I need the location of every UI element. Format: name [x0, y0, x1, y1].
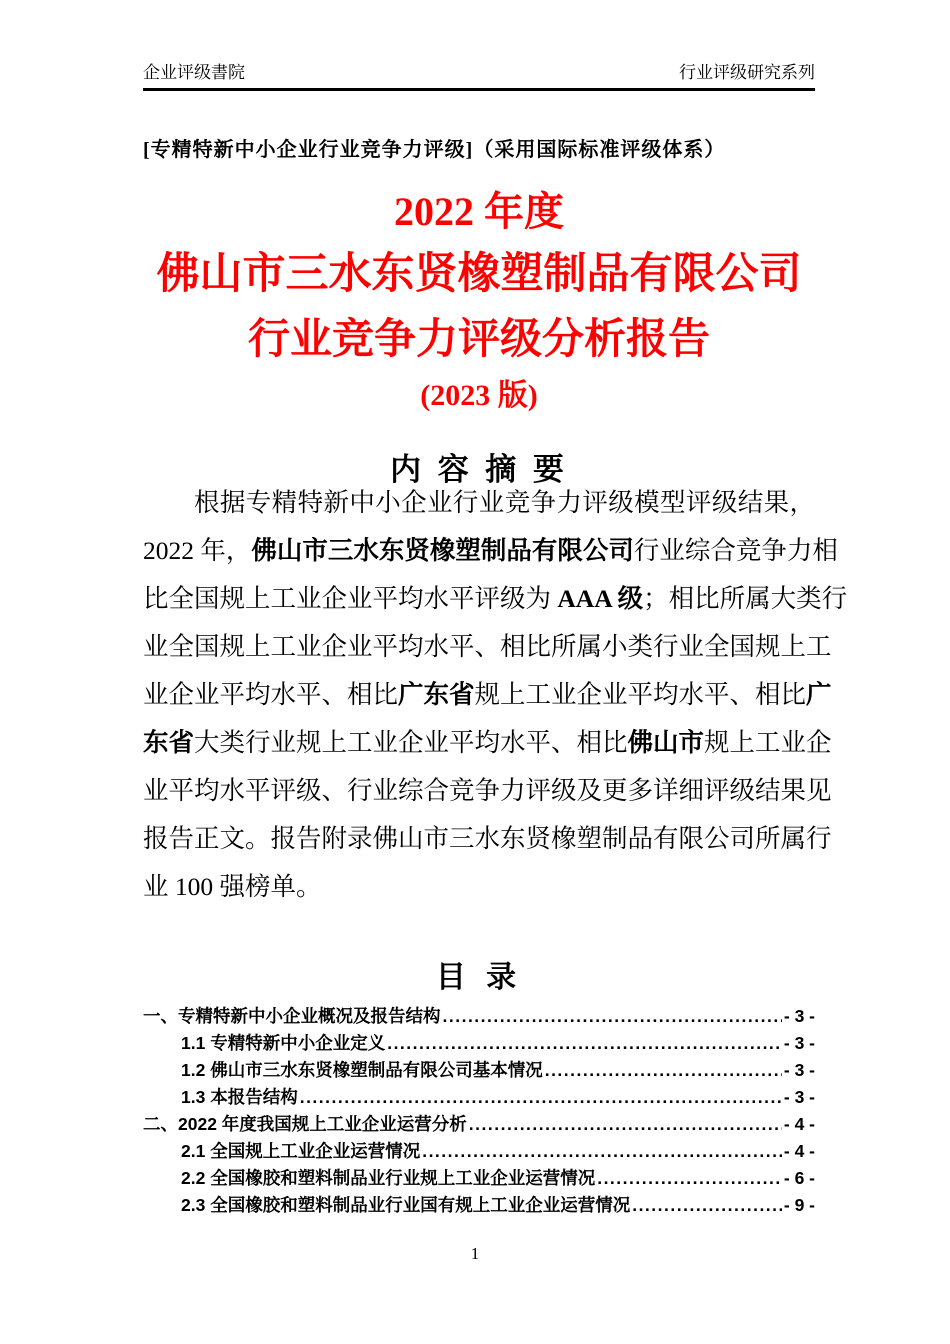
- toc-entry-label: 二、2022 年度我国规上工业企业运营分析: [143, 1114, 467, 1134]
- summary-line: [143, 719, 832, 767]
- title-year: 2022 年度: [394, 189, 564, 234]
- toc-list: [143, 1003, 815, 1219]
- summary-line: [143, 671, 832, 719]
- summary-line: [143, 815, 832, 863]
- toc-dot-leader: [469, 1111, 782, 1138]
- summary-text: 大类行业规上工业企业平均水平、相比: [194, 728, 628, 757]
- title-edition: (2023 版): [420, 379, 538, 412]
- toc-entry-page: - 6 -: [783, 1168, 815, 1188]
- toc-entry-page: - 3 -: [783, 1060, 815, 1080]
- summary-text: 根据专精特新中小企业行业竞争力评级模型评级结果，: [194, 488, 815, 517]
- toc-entry[interactable]: [143, 1111, 815, 1138]
- summary-heading: 内 容 摘 要: [390, 452, 568, 487]
- page-header: [143, 58, 815, 91]
- toc-entry-page: - 3 -: [783, 1033, 815, 1053]
- toc-entry-label: 一、专精特新中小企业概况及报告结构: [143, 1006, 441, 1026]
- summary-text: 行业综合竞争力相: [633, 536, 838, 565]
- summary-text-bold: 佛山市三水东贤橡塑制品有限公司: [251, 536, 634, 565]
- summary-line: [143, 863, 815, 911]
- summary-text-bold: 东省: [143, 728, 195, 757]
- toc-dot-leader: [632, 1192, 782, 1219]
- toc-dot-leader: [387, 1030, 782, 1057]
- toc-entry-page: - 3 -: [783, 1006, 815, 1026]
- toc-entry[interactable]: [143, 1084, 815, 1111]
- toc-entry-page: - 9 -: [783, 1195, 815, 1215]
- toc-entry-page: - 4 -: [783, 1114, 815, 1134]
- header-right-label: 行业评级研究系列: [679, 63, 815, 82]
- toc-entry[interactable]: [143, 1165, 815, 1192]
- toc-entry[interactable]: [143, 1057, 815, 1084]
- summary-line: [143, 479, 815, 527]
- toc-entry-label: 2.1 全国规上工业企业运营情况: [181, 1141, 421, 1161]
- title-report: 行业竞争力评级分析报告: [247, 317, 710, 363]
- toc-entry[interactable]: [143, 1138, 815, 1165]
- toc-dot-leader: [545, 1057, 782, 1084]
- toc-entry-label: 2.2 全国橡胶和塑料制品业行业规上工业企业运营情况: [181, 1168, 596, 1188]
- summary-text: 报告正文。报告附录佛山市三水东贤橡塑制品有限公司所属行: [143, 824, 832, 853]
- toc-dot-leader: [300, 1084, 782, 1111]
- summary-text: 业全国规上工业企业平均水平、相比所属小类行业全国规上工: [143, 632, 832, 661]
- summary-text: ；相比所属大类行: [643, 584, 848, 613]
- summary-line: [143, 527, 838, 575]
- toc-entry-label: 1.1 专精特新中小企业定义: [181, 1033, 386, 1053]
- toc-entry-label: 2.3 全国橡胶和塑料制品业行业国有规上工业企业运营情况: [181, 1195, 631, 1215]
- summary-line: [143, 767, 832, 815]
- summary-text-bold: 广东省: [398, 680, 475, 709]
- page-number: 1: [470, 1244, 480, 1263]
- toc-entry[interactable]: [143, 1003, 815, 1030]
- summary-text: 规上工业企业平均水平、相比: [474, 680, 807, 709]
- summary-text: 2022 年，: [143, 536, 252, 565]
- toc-entry-label: 1.2 佛山市三水东贤橡塑制品有限公司基本情况: [181, 1060, 543, 1080]
- summary-text: 比全国规上工业企业平均水平评级为: [143, 584, 558, 613]
- summary-text: 业 100 强榜单。: [143, 872, 322, 901]
- toc-heading: 目 录: [435, 961, 523, 994]
- summary-line: [143, 575, 848, 623]
- header-left-label: 企业评级書院: [143, 63, 245, 82]
- toc-dot-leader: [422, 1138, 782, 1165]
- report-series-line: [专精特新中小企业行业竞争力评级]（采用国际标准评级体系）: [143, 139, 726, 161]
- summary-text: 规上工业企: [704, 728, 832, 757]
- toc-entry-label: 1.3 本报告结构: [181, 1087, 298, 1107]
- title-company: 佛山市三水东贤橡塑制品有限公司: [156, 251, 802, 298]
- summary-line: [143, 623, 832, 671]
- summary-text: 业平均水平评级、行业综合竞争力评级及更多详细评级结果见: [143, 776, 832, 805]
- summary-text-bold: AAA 级: [557, 584, 644, 613]
- toc-entry-page: - 3 -: [783, 1087, 815, 1107]
- toc-dot-leader: [597, 1165, 782, 1192]
- summary-paragraph: [143, 479, 848, 911]
- summary-text-bold: 佛山市: [627, 728, 705, 757]
- toc-entry-page: - 4 -: [783, 1141, 815, 1161]
- toc-dot-leader: [443, 1003, 782, 1030]
- toc-entry[interactable]: [143, 1030, 815, 1057]
- summary-text: 业企业平均水平、相比: [143, 680, 399, 709]
- toc-entry[interactable]: [143, 1192, 815, 1219]
- summary-text-bold: 广: [806, 680, 832, 709]
